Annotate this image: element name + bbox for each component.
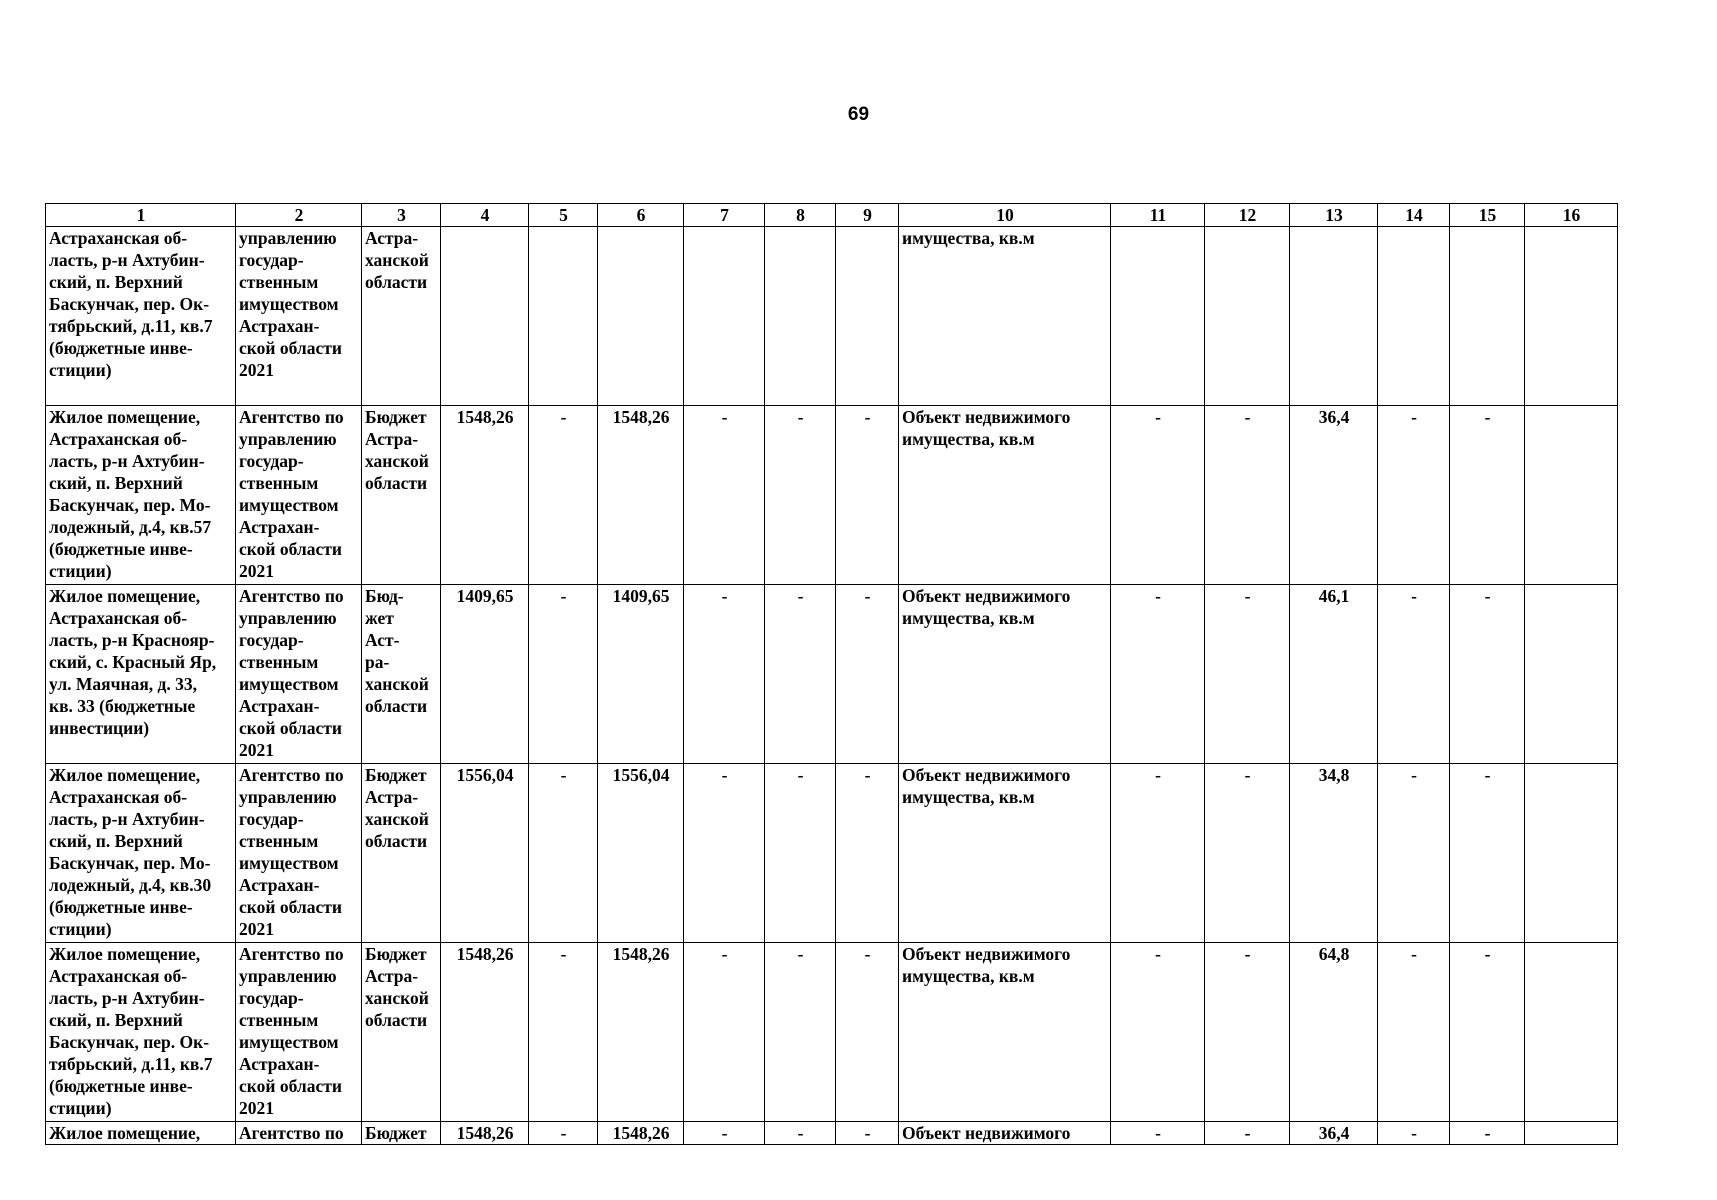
cell-value xyxy=(765,227,836,406)
cell-customer: Агентство по управлению государ- ственным имуществом Астрахан- ской области 2021 xyxy=(236,406,362,585)
cell-value: 36,4 xyxy=(1290,1122,1378,1145)
cell-value: - xyxy=(1205,943,1290,1122)
cell-value: - xyxy=(1450,585,1525,764)
cell-value: 1548,26 xyxy=(441,1122,529,1145)
cell-value: - xyxy=(529,764,598,943)
cell-value: 1548,26 xyxy=(441,406,529,585)
cell-object: Жилое помещение, Астраханская об- ласть, р-н Краснояр- ский, с. Красный Яр, ул. Маячная, д. 33, кв. 33 (бюджетные инвестиции) xyxy=(46,585,236,764)
cell-value: 1409,65 xyxy=(441,585,529,764)
cell-value: 1556,04 xyxy=(598,764,684,943)
cell-object: Жилое помещение, xyxy=(46,1122,236,1145)
cell-value: - xyxy=(1450,406,1525,585)
column-header: 10 xyxy=(899,204,1111,227)
cell-value xyxy=(1525,406,1618,585)
cell-value: - xyxy=(1450,1122,1525,1145)
cell-value: - xyxy=(1205,585,1290,764)
page-number: 69 xyxy=(847,104,870,125)
cell-value xyxy=(598,227,684,406)
column-header: 4 xyxy=(441,204,529,227)
cell-value: - xyxy=(836,764,899,943)
cell-value: - xyxy=(1205,406,1290,585)
cell-value: - xyxy=(1450,943,1525,1122)
cell-value: - xyxy=(684,1122,765,1145)
cell-value xyxy=(1205,227,1290,406)
cell-value: - xyxy=(836,585,899,764)
cell-customer: управлению государ- ственным имуществом Астрахан- ской области 2021 xyxy=(236,227,362,406)
column-header: 2 xyxy=(236,204,362,227)
table-row xyxy=(46,1122,1618,1145)
cell-value xyxy=(1378,227,1450,406)
cell-source: Бюджет Астра- ханской области xyxy=(362,406,441,585)
column-header: 6 xyxy=(598,204,684,227)
cell-source: Астра- ханской области xyxy=(362,227,441,406)
cell-value xyxy=(1525,764,1618,943)
cell-value: 1548,26 xyxy=(441,943,529,1122)
cell-object: Астраханская об- ласть, р-н Ахтубин- ский, п. Верхний Баскунчак, пер. Ок- тябрьский, д.11, кв.7 (бюджетные инве- стиции) xyxy=(46,227,236,406)
cell-customer: Агентство по управлению государ- ственным имуществом Астрахан- ской области 2021 xyxy=(236,764,362,943)
cell-object: Жилое помещение, Астраханская об- ласть, р-н Ахтубин- ский, п. Верхний Баскунчак, пер. Мо- лодежный, д.4, кв.30 (бюджетные инве- стиции) xyxy=(46,764,236,943)
cell-value: - xyxy=(1205,764,1290,943)
cell-value xyxy=(1525,227,1618,406)
table-row xyxy=(46,585,1618,764)
cell-value: - xyxy=(529,943,598,1122)
cell-value: - xyxy=(684,764,765,943)
cell-value: - xyxy=(765,406,836,585)
cell-value: - xyxy=(1111,406,1205,585)
table-row xyxy=(46,406,1618,585)
cell-value: - xyxy=(529,1122,598,1145)
cell-value xyxy=(836,227,899,406)
cell-value xyxy=(684,227,765,406)
cell-value: - xyxy=(765,1122,836,1145)
cell-indicator: Объект недвижимого имущества, кв.м xyxy=(899,764,1111,943)
cell-source: Бюджет Астра- ханской области xyxy=(362,764,441,943)
cell-value: - xyxy=(836,1122,899,1145)
cell-object: Жилое помещение, Астраханская об- ласть, р-н Ахтубин- ский, п. Верхний Баскунчак, пер. Ок- тябрьский, д.11, кв.7 (бюджетные инве- стиции) xyxy=(46,943,236,1122)
column-header: 11 xyxy=(1111,204,1205,227)
cell-source: Бюджет xyxy=(362,1122,441,1145)
cell-value: 64,8 xyxy=(1290,943,1378,1122)
cell-value xyxy=(1525,943,1618,1122)
cell-value: - xyxy=(1111,943,1205,1122)
cell-value xyxy=(1525,585,1618,764)
cell-value: 1409,65 xyxy=(598,585,684,764)
cell-value: - xyxy=(836,943,899,1122)
cell-value: - xyxy=(765,943,836,1122)
column-header: 13 xyxy=(1290,204,1378,227)
cell-indicator: Объект недвижимого имущества, кв.м xyxy=(899,585,1111,764)
cell-value: - xyxy=(684,406,765,585)
cell-value xyxy=(441,227,529,406)
column-header: 9 xyxy=(836,204,899,227)
cell-value: - xyxy=(1378,764,1450,943)
cell-value xyxy=(1525,1122,1618,1145)
cell-customer: Агентство по управлению государ- ственным имуществом Астрахан- ской области 2021 xyxy=(236,943,362,1122)
column-header: 3 xyxy=(362,204,441,227)
column-header: 16 xyxy=(1525,204,1618,227)
cell-value: 1548,26 xyxy=(598,943,684,1122)
cell-indicator: имущества, кв.м xyxy=(899,227,1111,406)
table-row xyxy=(46,227,1618,406)
header-row xyxy=(46,204,1618,227)
cell-value: - xyxy=(1450,764,1525,943)
cell-value: - xyxy=(1378,1122,1450,1145)
cell-value: 46,1 xyxy=(1290,585,1378,764)
cell-value xyxy=(529,227,598,406)
column-header: 7 xyxy=(684,204,765,227)
cell-indicator: Объект недвижимого xyxy=(899,1122,1111,1145)
cell-value: - xyxy=(529,585,598,764)
cell-customer: Агентство по управлению государ- ственным имуществом Астрахан- ской области 2021 xyxy=(236,585,362,764)
property-table xyxy=(45,203,1618,1145)
cell-value: - xyxy=(1378,406,1450,585)
cell-value: - xyxy=(765,585,836,764)
cell-value: - xyxy=(836,406,899,585)
column-header: 8 xyxy=(765,204,836,227)
column-header: 12 xyxy=(1205,204,1290,227)
cell-value: 1548,26 xyxy=(598,1122,684,1145)
cell-value: 34,8 xyxy=(1290,764,1378,943)
cell-object: Жилое помещение, Астраханская об- ласть, р-н Ахтубин- ский, п. Верхний Баскунчак, пер. Мо- лодежный, д.4, кв.57 (бюджетные инве- стиции) xyxy=(46,406,236,585)
cell-value: - xyxy=(1378,585,1450,764)
cell-value: - xyxy=(765,764,836,943)
cell-value xyxy=(1111,227,1205,406)
table-row xyxy=(46,764,1618,943)
cell-source: Бюджет Астра- ханской области xyxy=(362,943,441,1122)
cell-value xyxy=(1290,227,1378,406)
column-header: 1 xyxy=(46,204,236,227)
column-header: 14 xyxy=(1378,204,1450,227)
cell-value xyxy=(1450,227,1525,406)
cell-value: - xyxy=(529,406,598,585)
cell-indicator: Объект недвижимого имущества, кв.м xyxy=(899,406,1111,585)
cell-value: - xyxy=(1111,1122,1205,1145)
cell-value: - xyxy=(684,943,765,1122)
cell-customer: Агентство по xyxy=(236,1122,362,1145)
cell-indicator: Объект недвижимого имущества, кв.м xyxy=(899,943,1111,1122)
table-row xyxy=(46,943,1618,1122)
cell-value: 1548,26 xyxy=(598,406,684,585)
cell-value: 1556,04 xyxy=(441,764,529,943)
cell-source: Бюд- жет Аст- ра- ханской области xyxy=(362,585,441,764)
column-header: 5 xyxy=(529,204,598,227)
column-header: 15 xyxy=(1450,204,1525,227)
cell-value: 36,4 xyxy=(1290,406,1378,585)
cell-value: - xyxy=(1111,585,1205,764)
cell-value: - xyxy=(1205,1122,1290,1145)
cell-value: - xyxy=(1111,764,1205,943)
cell-value: - xyxy=(1378,943,1450,1122)
cell-value: - xyxy=(684,585,765,764)
